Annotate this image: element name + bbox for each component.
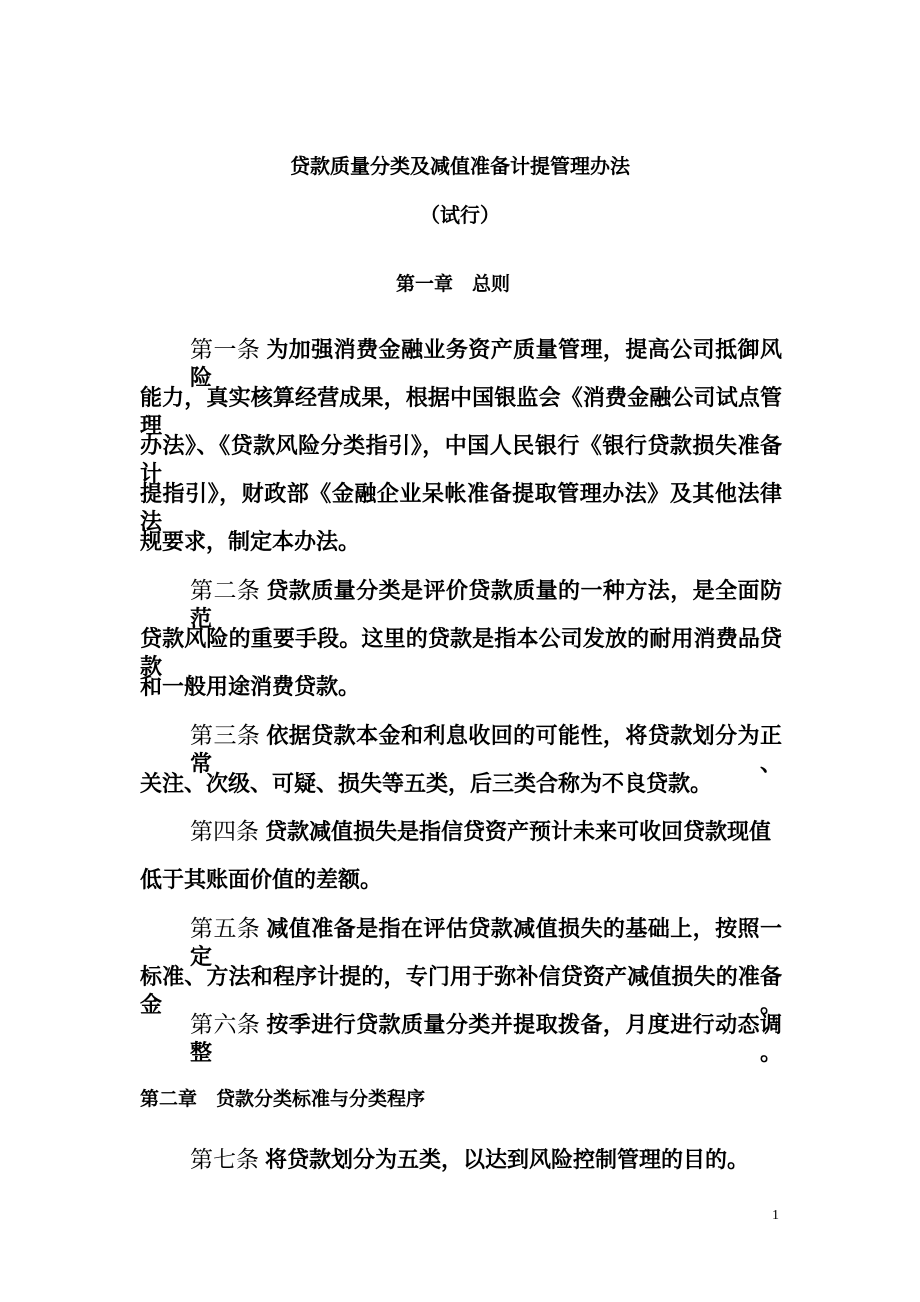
article-text: 按季进行贷款质量分类并提取拨备，月度进行动态调整。 [190,1012,782,1066]
article-text-line: 关注、次级、可疑、损失等五类，后三类合称为不良贷款。 [140,771,713,797]
article-4 [190,818,782,846]
article-label: 第三条 [190,723,261,749]
document-subtitle: （试行） [420,203,500,227]
article-label: 第五条 [190,916,261,942]
article-text-line: 能力，真实核算经营成果，根据中国银监会《消费金融公司试点管理 [140,385,782,439]
article-label: 第七条 [190,1147,259,1173]
article-6 [190,1011,782,1067]
article-text: 减值准备是指在评估贷款减值损失的基础上，按照一定 [190,916,782,970]
article-text-line: 和一般用途消费贷款。 [140,674,361,700]
article-text-line: 提指引》，财政部《金融企业呆帐准备提取管理办法》及其他法律法 [140,481,782,535]
article-text: 为加强消费金融业务资产质量管理，提高公司抵御风险 [190,337,782,391]
article-label: 第一条 [190,337,261,363]
article-label: 第六条 [190,1012,261,1038]
article-label: 第四条 [190,819,259,845]
article-text-line: 办法》、《贷款风险分类指引》，中国人民银行《银行贷款损失准备计 [140,433,782,487]
article-7 [190,1146,782,1174]
page-number: 1 [772,1208,779,1223]
article-text: 依据贷款本金和利息收回的可能性，将贷款划分为正常、 [190,723,782,777]
article-text-line: 规要求，制定本办法。 [140,529,361,555]
article-text: 贷款减值损失是指信贷资产预计未来可收回贷款现值 [265,819,772,845]
article-text-line: 贷款风险的重要手段。这里的贷款是指本公司发放的耐用消费品贷款 [140,626,782,680]
article-text-line: 低于其账面价值的差额。 [140,867,383,893]
document-title: 贷款质量分类及减值准备计提管理办法 [290,154,630,178]
chapter-heading-2: 第二章 贷款分类标准与分类程序 [140,1088,426,1110]
article-text-line: 标准、方法和程序计提的，专门用于弥补信贷资产减值损失的准备金。 [140,964,782,1018]
chapter-heading-1: 第一章 总则 [396,273,511,295]
article-text: 贷款质量分类是评价贷款质量的一种方法，是全面防范 [190,578,782,632]
article-label: 第二条 [190,578,261,604]
article-text: 将贷款划分为五类，以达到风险控制管理的目的。 [265,1147,750,1173]
